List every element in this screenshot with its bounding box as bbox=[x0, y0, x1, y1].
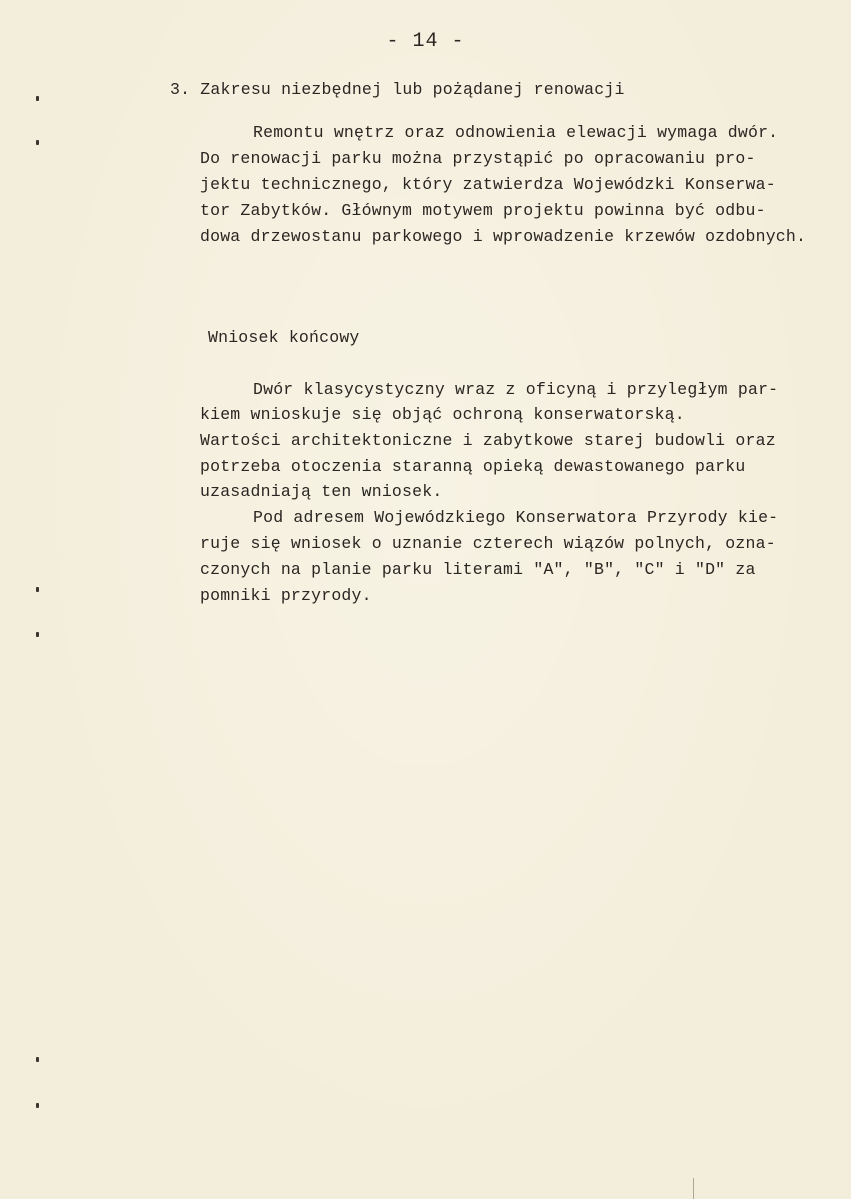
conclusion-line: Pod adresem Wojewódzkiego Konserwatora Przyrody kie- bbox=[253, 508, 779, 527]
margin-mark bbox=[36, 1057, 39, 1062]
section-3-line: jektu technicznego, który zatwierdza Wojewódzki Konserwa- bbox=[200, 175, 776, 194]
margin-mark bbox=[36, 587, 39, 592]
conclusion-line: potrzeba otoczenia staranną opieką dewastowanego parku bbox=[200, 457, 746, 476]
conclusion-line: Wartości architektoniczne i zabytkowe starej budowli oraz bbox=[200, 431, 776, 450]
margin-mark bbox=[36, 632, 39, 637]
conclusion-line: Dwór klasycystyczny wraz z oficyną i przyległym par- bbox=[253, 380, 779, 399]
page-number: - 14 - bbox=[386, 30, 465, 53]
section-3-line: tor Zabytków. Głównym motywem projektu powinna być odbu- bbox=[200, 201, 766, 220]
conclusion-line: uzasadniają ten wniosek. bbox=[200, 482, 443, 501]
conclusion-line: kiem wnioskuje się objąć ochroną konserwatorską. bbox=[200, 405, 685, 424]
section-3-line: dowa drzewostanu parkowego i wprowadzenie krzewów ozdobnych. bbox=[200, 227, 807, 246]
margin-mark bbox=[36, 96, 39, 101]
margin-mark bbox=[36, 140, 39, 145]
margin-mark bbox=[36, 1103, 39, 1108]
conclusion-line: pomniki przyrody. bbox=[200, 586, 372, 605]
section-3-heading: 3. Zakresu niezbędnej lub pożądanej renowacji bbox=[170, 80, 625, 99]
section-3-line: Remontu wnętrz oraz odnowienia elewacji wymaga dwór. bbox=[253, 123, 779, 142]
conclusion-line: ruje się wniosek o uznanie czterech wiązów polnych, ozna- bbox=[200, 534, 776, 553]
section-3-line: Do renowacji parku można przystąpić po opracowaniu pro- bbox=[200, 149, 756, 168]
conclusion-heading: Wniosek końcowy bbox=[208, 328, 360, 347]
conclusion-line: czonych na planie parku literami "A", "B", "C" i "D" za bbox=[200, 560, 756, 579]
paper-crease bbox=[693, 1178, 694, 1199]
